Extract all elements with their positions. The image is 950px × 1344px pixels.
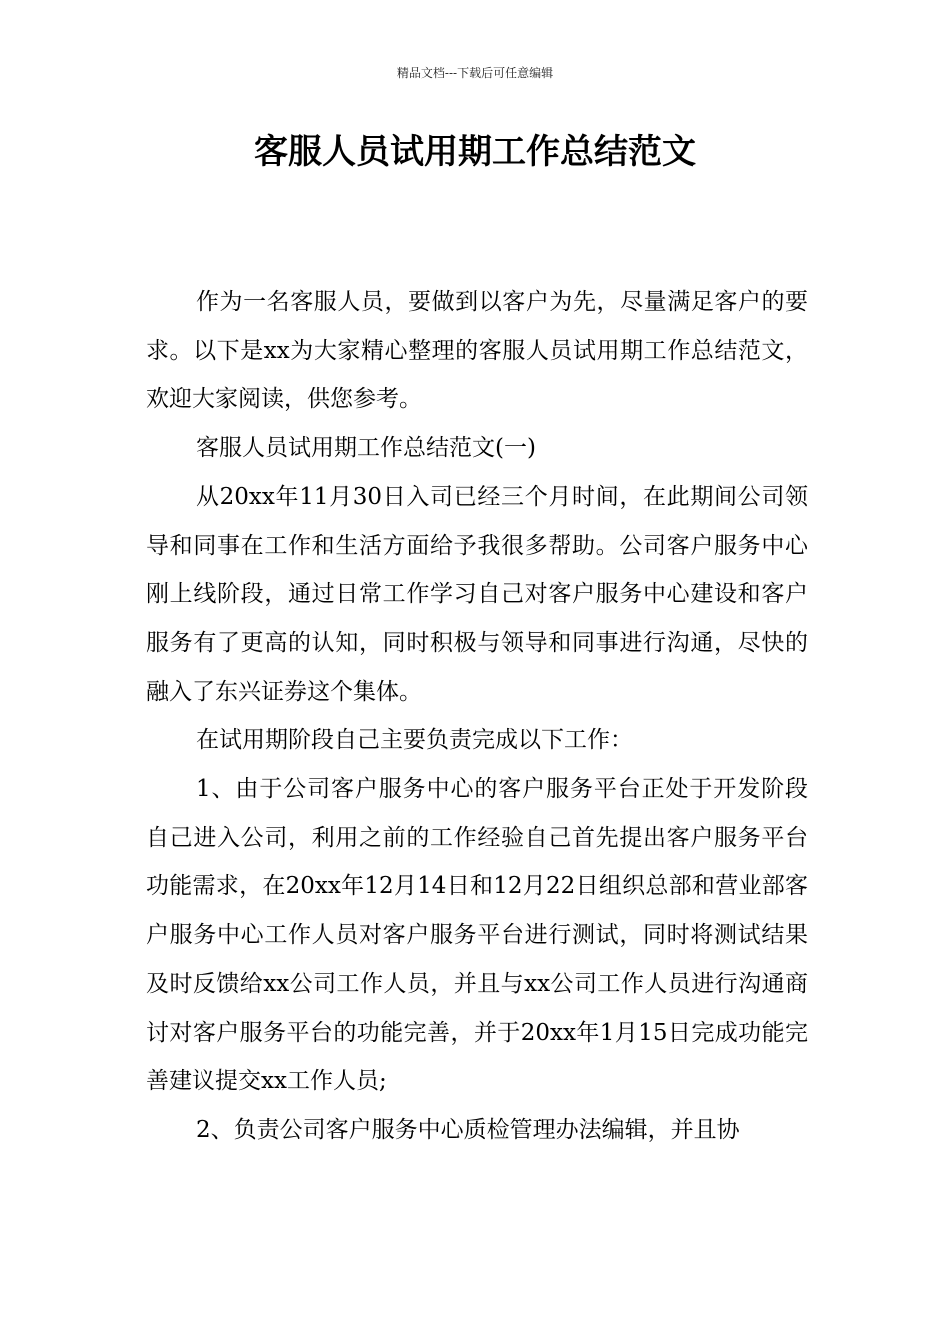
document-body xyxy=(146,278,808,1155)
paragraph-section-heading: 客服人员试用期工作总结范文(一) xyxy=(196,435,536,462)
paragraph-body: 从20xx年11月30日入司已经三个月时间，在此期间公司领导和同事在工作和生活方面给予我很多帮助。公司客户服务中心刚上线阶段，通过日常工作学习自己对客户服务中心建设和客户服务有了更高的认知，同时积极与领导和同事进行沟通，尽快的融入了东兴证券这个集体。 xyxy=(146,483,808,705)
page-header: 精品文档---下载后可任意编辑 xyxy=(396,66,554,80)
paragraph-item-1: 1、由于公司客户服务中心的客户服务平台正处于开发阶段自己进入公司，利用之前的工作经验自己首先提出客户服务平台功能需求，在20xx年12月14日和12月22日组织总部和营业部客户服务中心工作人员对客户服务平台进行测试，同时将测试结果及时反馈给xx公司工作人员，并且与xx公司工作人员进行沟通商讨对客户服务平台的功能完善，并于20xx年1月15日完成功能完善建议提交xx工作人员; xyxy=(146,776,808,1095)
document-title: 客服人员试用期工作总结范文 xyxy=(254,132,696,172)
paragraph-intro: 作为一名客服人员，要做到以客户为先，尽量满足客户的要求。以下是xx为大家精心整理的客服人员试用期工作总结范文，欢迎大家阅读，供您参考。 xyxy=(146,289,808,413)
paragraph-item-2: 2、负责公司客户服务中心质检管理办法编辑，并且协 xyxy=(196,1116,740,1143)
paragraph-work-intro: 在试用期阶段自己主要负责完成以下工作： xyxy=(196,727,633,754)
